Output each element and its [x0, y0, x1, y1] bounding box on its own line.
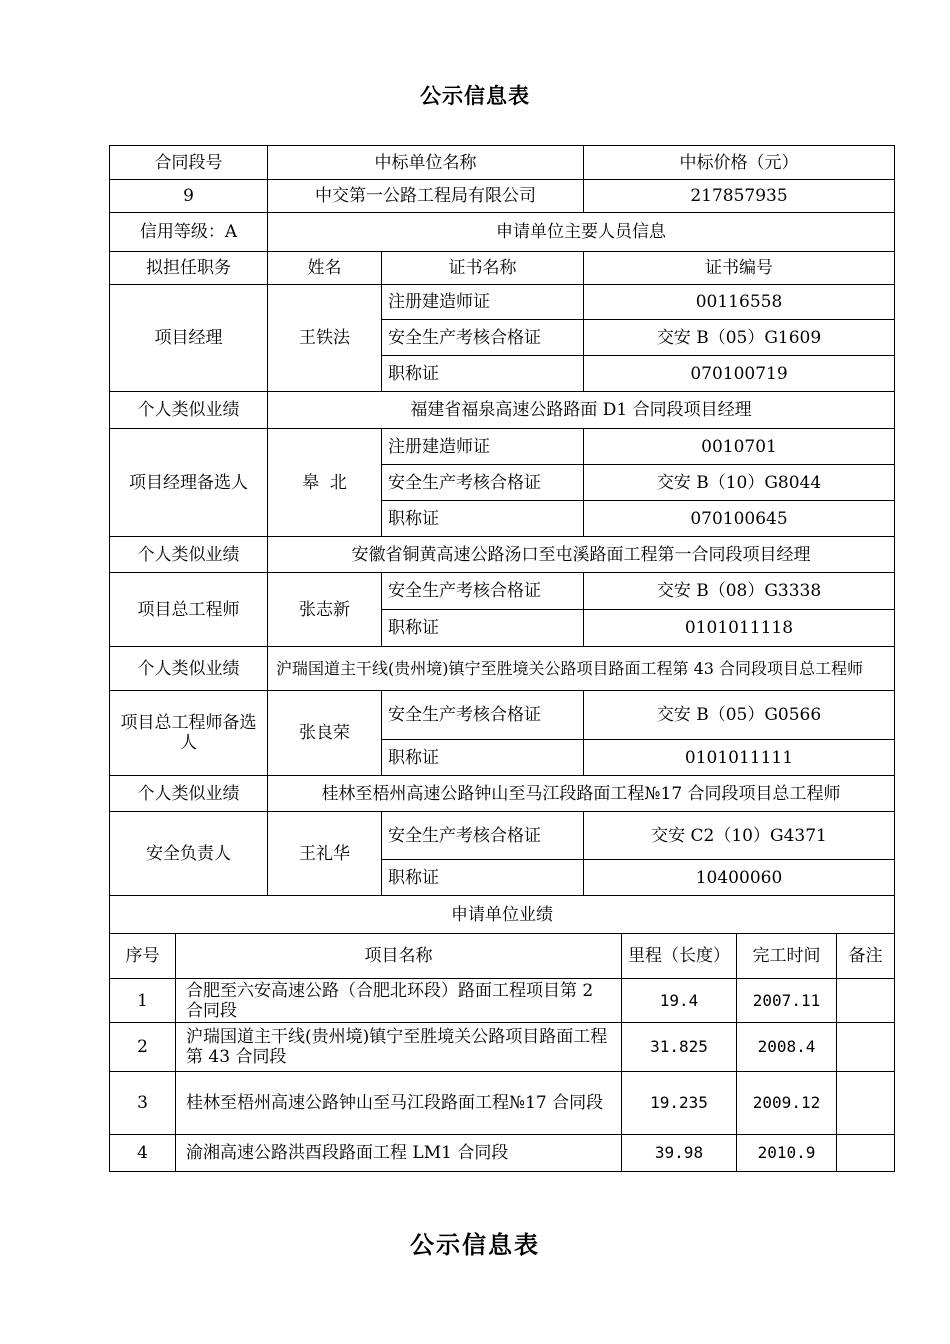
row-seq: 3: [110, 1072, 176, 1135]
row-seq: 1: [110, 979, 176, 1023]
person-name: 张志新: [268, 573, 382, 647]
cert-name: 安全生产考核合格证: [382, 465, 584, 501]
row-project: 沪瑞国道主干线(贵州境)镇宁至胜境关公路项目路面工程第 43 合同段: [176, 1023, 622, 1072]
personnel-header-row: [110, 252, 895, 285]
col-seq: 序号: [110, 934, 176, 979]
person-role: 项目经理: [110, 285, 268, 392]
person-row: [110, 573, 895, 610]
row-mileage: 19.4: [622, 979, 737, 1023]
cert-number: 0010701: [584, 429, 895, 465]
row-project: 渝湘高速公路洪酉段路面工程 LM1 合同段: [176, 1135, 622, 1172]
row-mileage: 31.825: [622, 1023, 737, 1072]
person-role: 项目总工程师备选人: [110, 691, 268, 776]
person-name: 皋 北: [268, 429, 382, 537]
credit-rating: 信用等级：A: [110, 213, 268, 252]
person-name: 王铁法: [268, 285, 382, 392]
performance-label: 个人类似业绩: [110, 647, 268, 691]
row-seq: 2: [110, 1023, 176, 1072]
performance-text: 桂林至梧州高速公路钟山至马江段路面工程№17 合同段项目总工程师: [268, 776, 895, 812]
person-role: 项目总工程师: [110, 573, 268, 647]
row-remark: [837, 979, 895, 1023]
cert-number: 交安 B（08）G3338: [584, 573, 895, 610]
cert-name: 职称证: [382, 610, 584, 647]
performance-header-row: [110, 934, 895, 979]
table-row: [110, 1135, 895, 1172]
credit-row: [110, 213, 895, 252]
cert-name: 安全生产考核合格证: [382, 320, 584, 356]
col-project: 项目名称: [176, 934, 622, 979]
cert-name: 职称证: [382, 740, 584, 776]
performance-text: 福建省福泉高速公路路面 D1 合同段项目经理: [268, 392, 895, 429]
person-role: 项目经理备选人: [110, 429, 268, 537]
cert-number: 0101011111: [584, 740, 895, 776]
cert-number: 交安 B（10）G8044: [584, 465, 895, 501]
performance-row: [110, 537, 895, 573]
row-remark: [837, 1135, 895, 1172]
row-project: 合肥至六安高速公路（合肥北环段）路面工程项目第 2 合同段: [176, 979, 622, 1023]
cert-number: 交安 B（05）G1609: [584, 320, 895, 356]
performance-label: 个人类似业绩: [110, 392, 268, 429]
person-role: 安全负责人: [110, 812, 268, 896]
page-title: 公示信息表: [420, 84, 530, 108]
company-performance-title: 申请单位业绩: [110, 896, 895, 934]
row-completion: 2009.12: [737, 1072, 837, 1135]
table-row: [110, 1072, 895, 1135]
person-row: [110, 691, 895, 740]
cert-name: 注册建造师证: [382, 429, 584, 465]
cert-number: 10400060: [584, 860, 895, 896]
cert-number: 070100719: [584, 356, 895, 392]
section-value: 9: [110, 180, 268, 213]
cert-number: 交安 B（05）G0566: [584, 691, 895, 740]
col-remark: 备注: [837, 934, 895, 979]
col-cert-no: 证书编号: [584, 252, 895, 285]
col-completion: 完工时间: [737, 934, 837, 979]
person-row: [110, 812, 895, 860]
person-name: 张良荣: [268, 691, 382, 776]
header-value-row: [110, 180, 895, 213]
cert-name: 职称证: [382, 860, 584, 896]
header-price-label: 中标价格（元）: [584, 146, 895, 180]
col-cert-name: 证书名称: [382, 252, 584, 285]
performance-label: 个人类似业绩: [110, 537, 268, 573]
cert-name: 安全生产考核合格证: [382, 573, 584, 610]
company-performance-title-row: [110, 896, 895, 934]
cert-number: 00116558: [584, 285, 895, 320]
header-section-label: 合同段号: [110, 146, 268, 180]
person-name: 王礼华: [268, 812, 382, 896]
company-performance-table: [109, 933, 895, 1172]
row-mileage: 19.235: [622, 1072, 737, 1135]
cert-name: 职称证: [382, 501, 584, 537]
bidder-value: 中交第一公路工程局有限公司: [268, 180, 584, 213]
performance-text: 沪瑞国道主干线(贵州境)镇宁至胜境关公路项目路面工程第 43 合同段项目总工程师: [268, 647, 895, 691]
cert-name: 安全生产考核合格证: [382, 691, 584, 740]
table-row: [110, 1023, 895, 1072]
price-value: 217857935: [584, 180, 895, 213]
performance-row: [110, 647, 895, 691]
person-row: [110, 429, 895, 465]
header-row: [110, 146, 895, 180]
cert-number: 0101011118: [584, 610, 895, 647]
table-row: [110, 979, 895, 1023]
cert-number: 交安 C2（10）G4371: [584, 812, 895, 860]
cert-number: 070100645: [584, 501, 895, 537]
personnel-info-table: [109, 145, 895, 934]
row-remark: [837, 1072, 895, 1135]
row-completion: 2008.4: [737, 1023, 837, 1072]
performance-row: [110, 392, 895, 429]
row-mileage: 39.98: [622, 1135, 737, 1172]
col-role: 拟担任职务: [110, 252, 268, 285]
row-project: 桂林至梧州高速公路钟山至马江段路面工程№17 合同段: [176, 1072, 622, 1135]
person-row: [110, 285, 895, 320]
cert-name: 安全生产考核合格证: [382, 812, 584, 860]
col-mileage: 里程（长度）: [622, 934, 737, 979]
performance-row: [110, 776, 895, 812]
row-completion: 2007.11: [737, 979, 837, 1023]
row-remark: [837, 1023, 895, 1072]
performance-text: 安徽省铜黄高速公路汤口至屯溪路面工程第一合同段项目经理: [268, 537, 895, 573]
row-completion: 2010.9: [737, 1135, 837, 1172]
personnel-section-title: 申请单位主要人员信息: [268, 213, 895, 252]
performance-label: 个人类似业绩: [110, 776, 268, 812]
cert-name: 职称证: [382, 356, 584, 392]
row-seq: 4: [110, 1135, 176, 1172]
next-page-title: 公示信息表: [410, 1231, 540, 1259]
header-bidder-label: 中标单位名称: [268, 146, 584, 180]
cert-name: 注册建造师证: [382, 285, 584, 320]
col-name: 姓名: [268, 252, 382, 285]
